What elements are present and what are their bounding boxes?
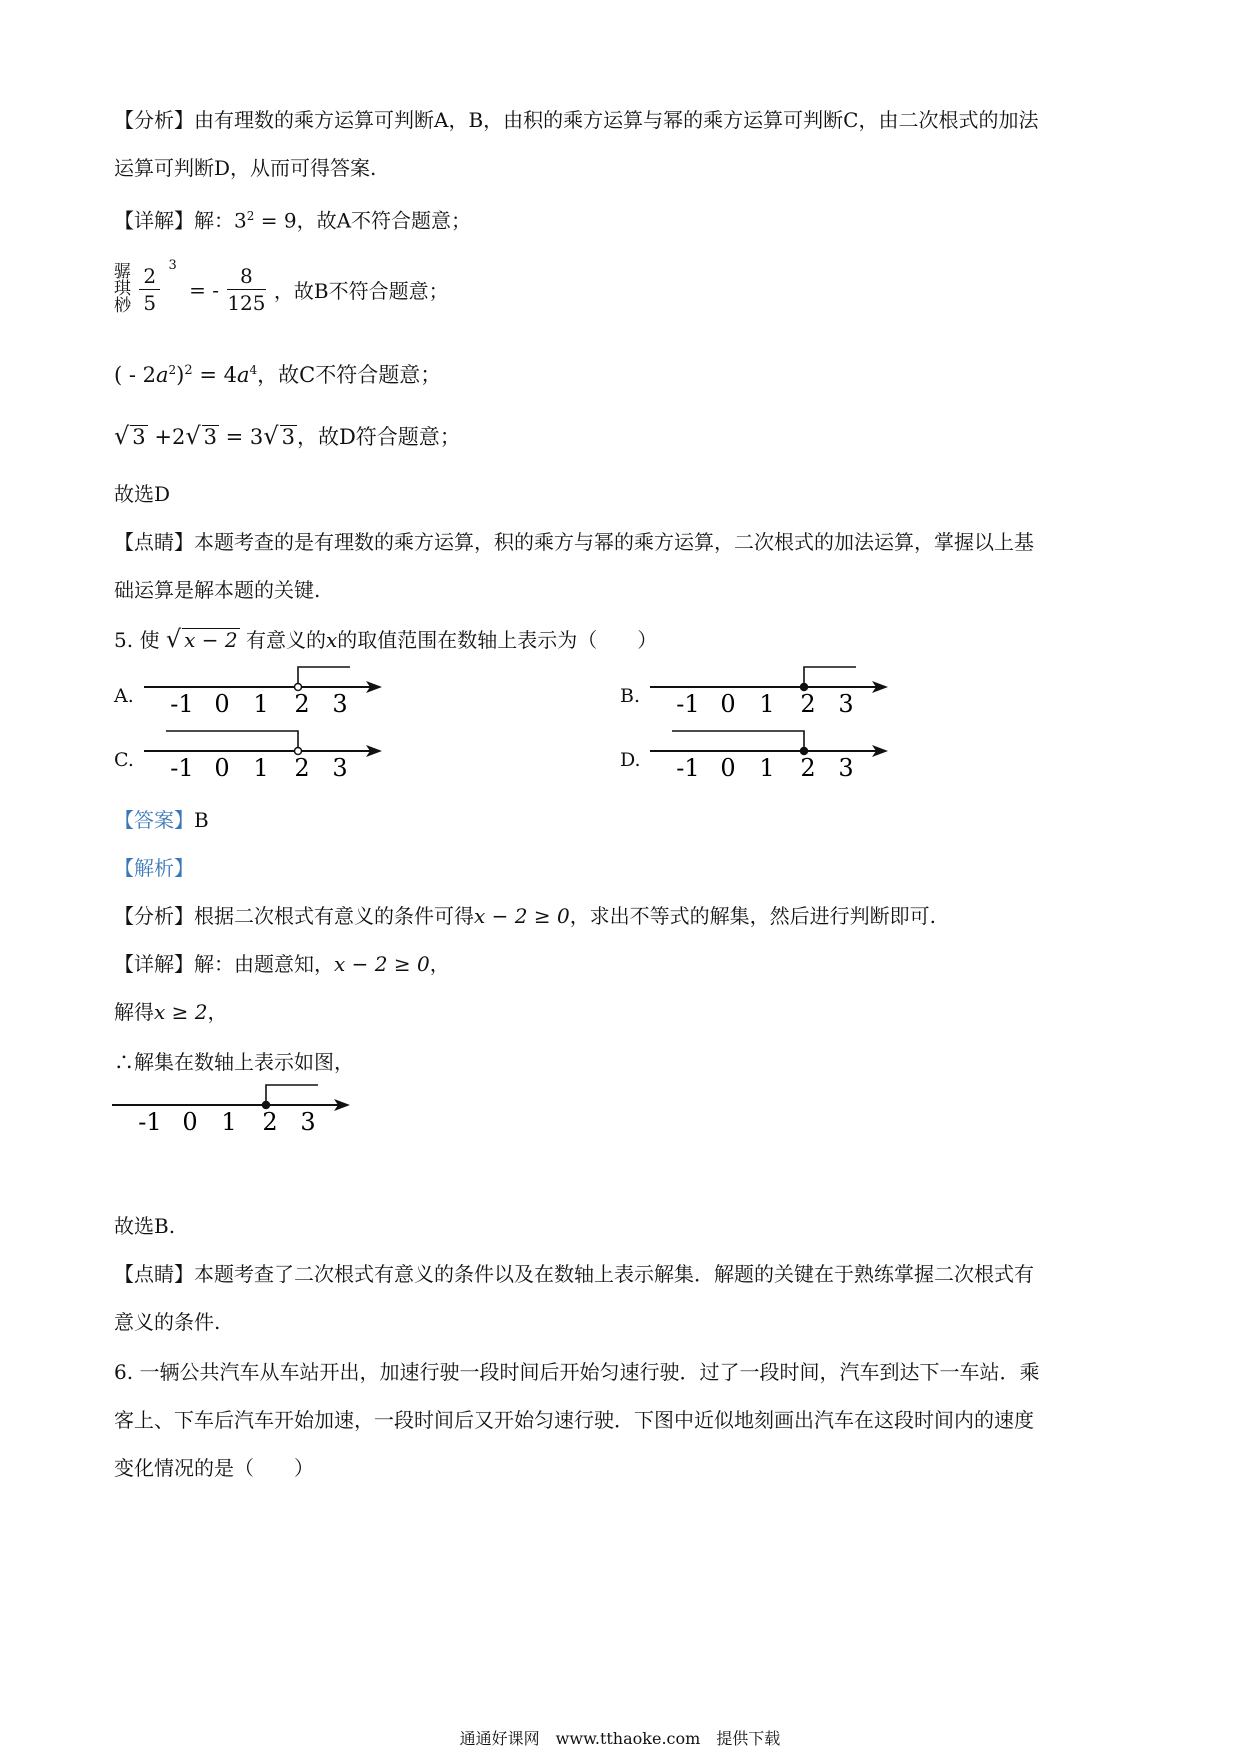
closed-point — [263, 1102, 270, 1109]
tick-label: 1 — [253, 754, 269, 782]
radicand: 3 — [132, 425, 146, 449]
detail-line-d — [114, 424, 461, 449]
exponent: 2 — [168, 363, 177, 377]
option-b-label[interactable]: B. — [620, 685, 641, 707]
solution-bracket — [166, 731, 298, 751]
footer: 通通好课网 www.tthaoke.com 提供下载 — [459, 1729, 781, 1748]
detail-text: ，故B不符合题意； — [273, 279, 449, 303]
exponent: 2 — [246, 209, 255, 223]
choose-b-line: 故选B. — [114, 1214, 176, 1238]
text: ，求出不等式的解集，然后进行判断即可. — [569, 904, 937, 928]
tick-label: 1 — [221, 1108, 237, 1136]
radical-sign: √ — [185, 422, 201, 450]
number-line-solution — [112, 1080, 357, 1140]
radical-sign: √ — [263, 422, 279, 450]
tick-label: 0 — [720, 690, 736, 718]
base: 3 — [234, 208, 247, 233]
detail-label: 【详解】解： — [114, 208, 234, 233]
equals: = - — [189, 277, 219, 302]
tick-label: -1 — [138, 1108, 162, 1136]
tick-label: 0 — [214, 754, 230, 782]
solution-bracket — [672, 731, 804, 751]
choice-d-line: 故选D — [114, 482, 171, 506]
number-line-d[interactable] — [650, 726, 895, 786]
detail-line-b — [114, 258, 449, 316]
tick-label: -1 — [170, 690, 194, 718]
closed-point — [801, 748, 808, 755]
equals: = 4 — [192, 363, 237, 387]
tick-label: 3 — [332, 754, 348, 782]
solution-bracket — [298, 667, 350, 687]
tick-label: 3 — [300, 1108, 316, 1136]
option-d-label[interactable]: D. — [620, 749, 641, 771]
bracket-glyphs: 骣 琪 桫 — [114, 262, 131, 316]
tick-label: 0 — [182, 1108, 198, 1136]
solution-bracket — [266, 1085, 318, 1105]
tick-label: 2 — [262, 1108, 278, 1136]
tick-label: 1 — [759, 690, 775, 718]
analysis-line-2: 运算可判断D，从而可得答案. — [114, 156, 377, 180]
radical-sign: √ — [114, 422, 130, 450]
expr: ( - 2 — [114, 363, 156, 387]
answer-value: B — [194, 808, 209, 832]
q5-prefix: 5. 使 — [114, 628, 160, 652]
detail-text: ，故C不符合题意； — [257, 363, 442, 387]
tick-label: 3 — [838, 690, 854, 718]
exponent: 2 — [184, 363, 193, 378]
detail-line-a — [114, 204, 471, 233]
analysis-5 — [114, 904, 936, 928]
option-c-label[interactable]: C. — [114, 749, 134, 771]
answer-line — [114, 808, 209, 832]
radicand: 3 — [203, 425, 217, 449]
denominator: 5 — [143, 291, 157, 315]
fraction-2-5 — [139, 263, 160, 316]
exponent: 4 — [249, 363, 258, 377]
solve-5 — [114, 1000, 227, 1024]
q5-suffix: 的取值范围在数轴上表示为（ ） — [337, 628, 658, 652]
tick-label: -1 — [170, 754, 194, 782]
option-a-label[interactable]: A. — [114, 685, 134, 707]
paren: ) — [176, 363, 185, 387]
tick-label: 2 — [294, 690, 310, 718]
text: 解得 — [114, 1000, 154, 1024]
comment-line-2: 础运算是解本题的关键. — [114, 578, 321, 602]
text: 【分析】根据二次根式有意义的条件可得 — [114, 904, 474, 928]
closed-point — [801, 684, 808, 691]
radicand: 3 — [281, 425, 295, 449]
radicand: x − 2 — [184, 628, 238, 652]
numerator: 2 — [139, 263, 160, 290]
question-6-line-3: 变化情况的是（ ） — [114, 1456, 314, 1480]
tick-label: 1 — [253, 690, 269, 718]
detail-5 — [114, 952, 450, 976]
denominator: 125 — [227, 291, 266, 315]
plus: +2 — [147, 425, 186, 449]
tick-label: 1 — [759, 754, 775, 782]
tick-label: 3 — [838, 754, 854, 782]
analysis-line-1: 【分析】由有理数的乘方运算可判断A，B，由积的乘方运算与幂的乘方运算可判断C，由二次根式的加法 — [114, 108, 1039, 132]
detail-text: = 9，故A不符合题意； — [254, 208, 472, 233]
q5-mid: 有意义的 — [245, 628, 326, 652]
number-line-a[interactable] — [144, 662, 389, 722]
detail-line-c — [114, 358, 441, 387]
number-line-b[interactable] — [650, 662, 895, 722]
tick-label: 2 — [294, 754, 310, 782]
open-point — [295, 748, 302, 755]
tick-label: 2 — [800, 754, 816, 782]
text: 【详解】解：由题意知， — [114, 952, 334, 976]
equals: = 3 — [218, 425, 264, 449]
tick-label: 0 — [214, 690, 230, 718]
therefore-line: ∴解集在数轴上表示如图， — [114, 1050, 354, 1074]
comment-line-1: 【点睛】本题考查的是有理数的乘方运算，积的乘方与幂的乘方运算，二次根式的加法运算，掌握以上基 — [114, 530, 1034, 554]
inequality: x − 2 ≥ 0 — [334, 952, 430, 976]
tick-label: -1 — [676, 690, 700, 718]
exponent: 3 — [168, 258, 177, 273]
question-6-line-1: 6. 一辆公共汽车从车站开出，加速行驶一段时间后开始匀速行驶．过了一段时间，汽车到达下一车站．乘 — [114, 1360, 1040, 1384]
tick-label: 3 — [332, 690, 348, 718]
var-a: a — [156, 363, 169, 387]
number-line-c[interactable] — [144, 726, 389, 786]
var-a: a — [236, 363, 250, 387]
inequality: x − 2 ≥ 0 — [474, 904, 570, 928]
numerator: 8 — [227, 263, 265, 290]
tick-label: -1 — [676, 754, 700, 782]
comment-5-line-1: 【点睛】本题考查了二次根式有意义的条件以及在数轴上表示解集．解题的关键在于熟练掌握二次根式有 — [114, 1262, 1034, 1286]
comment-5-line-2: 意义的条件. — [114, 1310, 221, 1334]
question-6-line-2: 客上、下车后汽车开始加速，一段时间后又开始匀速行驶．下图中近似地刻画出汽车在这段时间内的速度 — [114, 1408, 1034, 1432]
inequality: x ≥ 2 — [154, 1000, 208, 1024]
text: ， — [429, 952, 450, 976]
explain-label: 【解析】 — [114, 856, 194, 880]
answer-label: 【答案】 — [114, 808, 194, 832]
question-5 — [114, 627, 657, 652]
radical-sign: √ — [165, 625, 182, 653]
tick-label: 2 — [800, 690, 816, 718]
tick-label: 0 — [720, 754, 736, 782]
open-point — [295, 684, 302, 691]
detail-text: ，故D符合题意； — [296, 425, 461, 449]
text: ， — [207, 1000, 228, 1024]
solution-bracket — [804, 667, 856, 687]
fraction-8-125 — [227, 263, 265, 316]
var-x: x — [325, 628, 338, 652]
